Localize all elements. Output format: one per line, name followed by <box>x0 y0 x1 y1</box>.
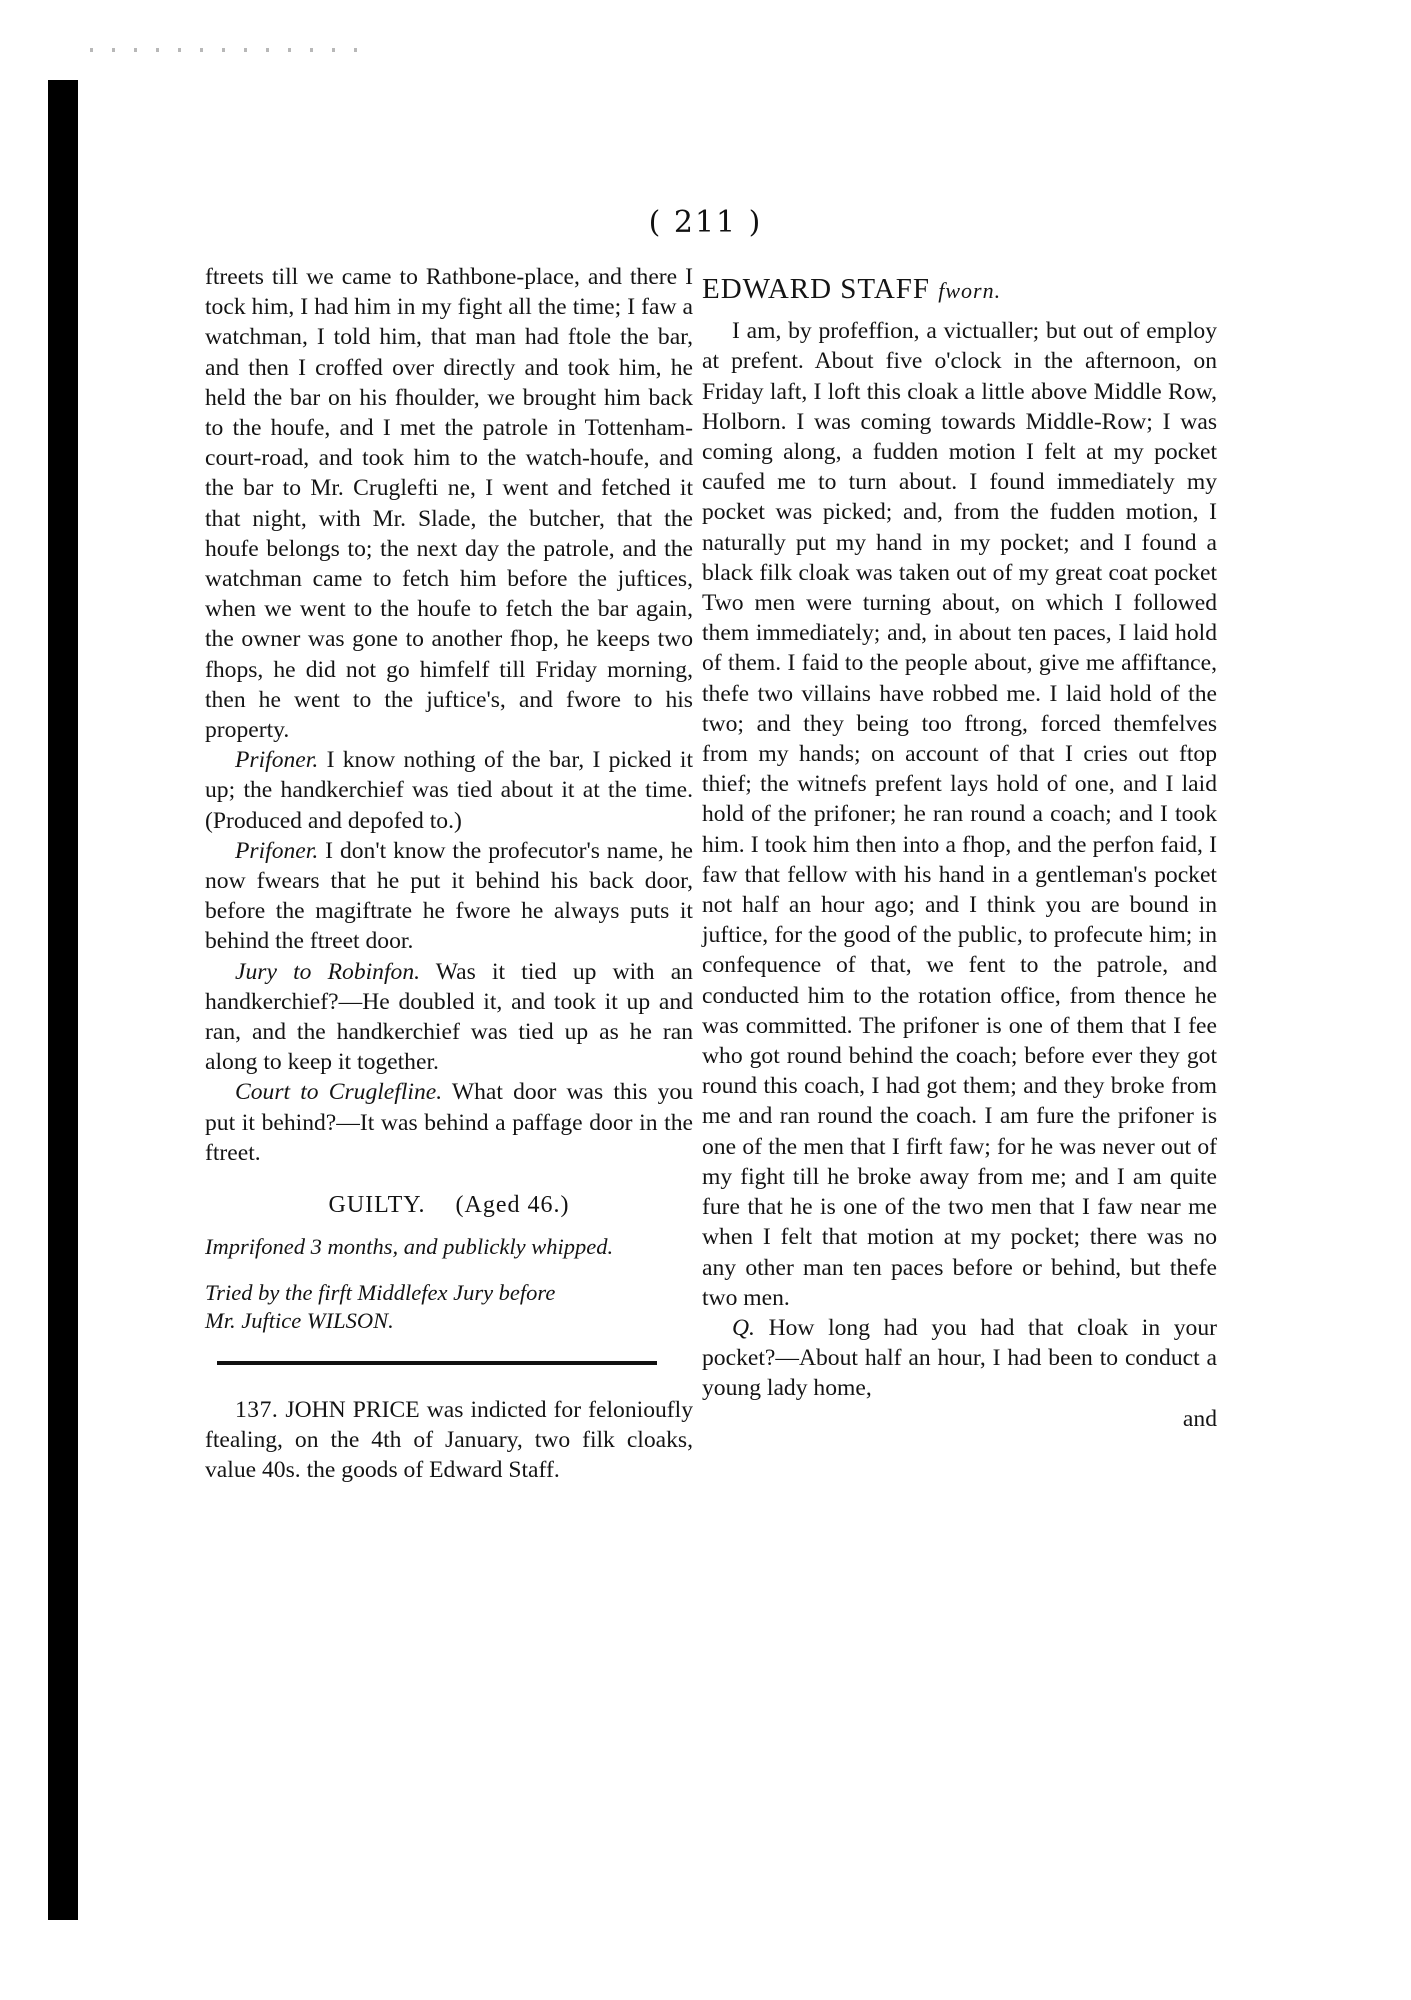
tried-line-2: Mr. Juftice WILSON. <box>205 1307 394 1333</box>
speaker-label: Prifoner. <box>235 837 319 864</box>
right-column <box>702 262 1217 1434</box>
sworn-label: fworn. <box>938 278 1002 303</box>
tried-before <box>205 1279 693 1335</box>
jury-question <box>205 957 693 1078</box>
verdict-line <box>205 1190 693 1220</box>
tried-line-1: Tried by the firft Middlefex Jury before <box>205 1279 556 1305</box>
prisoner-statement-2 <box>205 836 693 957</box>
prisoner-age: (Aged 46.) <box>455 1192 570 1219</box>
case-number: 137. <box>235 1396 279 1423</box>
witness-name: EDWARD STAFF <box>702 273 931 305</box>
sentence: Imprifoned 3 months, and publickly whipped. <box>205 1234 614 1260</box>
scan-speckle <box>90 48 360 52</box>
speaker-label: Jury to Robinfon. <box>235 958 421 985</box>
statement-text: I know nothing of the bar, I picked it up; the handkerchief was tied about it at the time. (Produced and depofed to.) <box>205 747 694 834</box>
statement-text: Was it tied up with an handkerchief?—He doubled it, and took it up and ran, and the handkerchief was tied up as he ran along to keep it together. <box>205 958 693 1076</box>
speaker-label: Prifoner. <box>235 747 319 774</box>
speaker-label: Court to Cruglefline. <box>235 1079 443 1106</box>
verdict: GUILTY. <box>328 1192 426 1219</box>
statement-text: I don't know the profecutor's name, he now fwears that he put it behind his back door, before the magiftrate he fwore he always puts it behind the ftreet door. <box>205 837 693 955</box>
prisoner-statement-1 <box>205 745 693 836</box>
case-indictment <box>205 1395 693 1486</box>
scan-binding-shadow <box>48 80 78 1920</box>
left-column <box>205 262 693 1485</box>
court-question <box>205 1077 693 1168</box>
speaker-label: Q. <box>732 1314 755 1341</box>
question-answer <box>702 1313 1217 1404</box>
statement-text: What door was this you put it behind?—It was behind a paffage door in the ftreet. <box>205 1079 693 1166</box>
statement-text: How long had you had that cloak in your pocket?—About half an hour, I had been to conduct a young lady home, <box>702 1314 1217 1402</box>
page-number: ( 211 ) <box>648 205 763 240</box>
case-text: JOHN PRICE was indicted for felonioufly ftealing, on the 4th of January, two filk cloaks, value 40s. the goods of Edward Staff. <box>205 1396 693 1483</box>
witness-testimony: I am, by profeffion, a victualler; but out of employ at prefent. About five o'clock in the afternoon, on Friday laft, I loft this cloak a little above Middle Row, Holborn. I was coming towards Middle-Row; I was coming along, a fudden motion I felt at my pocket caufed me to turn about. I found immediately my pocket was picked; and, from the fudden motion, I naturally put my hand in my pocket; and I found a black filk cloak was taken out of my great coat pocket Two men were turning about, on which I followed them immediately; and, in about ten paces, I laid hold of them. I faid to the people about, give me affiftance, thefe two villains have robbed me. I laid hold of the two; and they being too ftrong, forced themfelves from my hands; on account of that I cries out ftop thief; the witnefs prefent lays hold of one, and I laid hold of the prifoner; he ran round a coach; and I took him. I took him then into a fhop, and the perfon faid, I faw that fellow with his hand in a gentleman's pocket not half an hour ago; and I think you are bound in juftice, for the good of the public, to profecute him; in confequence of that, we fent to the patrole, and conducted him to the rotation office, from thence he was committed. The prifoner is one of them that I fee who got round behind the coach; before ever they got round this coach, I had got them; and they broke from me and ran round the coach. I am fure the prifoner is one of the men that I firft faw; for he was never out of my fight till he broke away from me; and I am quite fure that he is one of the two men that I faw near me when I felt that motion at my pocket; there was no any other man ten paces before or behind, but thefe two men. <box>702 318 1217 1311</box>
section-divider <box>217 1361 657 1365</box>
witness-heading <box>702 274 1217 306</box>
left-paragraph-1: ftreets till we came to Rathbone-place, and there I tock him, I had him in my fight all the time; I faw a watchman, I told him, that man had ftole the bar, and then I croffed over directly and took him, he held the bar on his fhoulder, we brought him back to the houfe, and I met the patrole in Tottenham-court-road, and took him to the watch-houfe, and the bar to Mr. Cruglefti ne, I went and fetched it that night, with Mr. Slade, the butcher, that the houfe belongs to; the next day the patrole, and the watchman came to fetch him before the juftices, when we went to the houfe to fetch the bar again, the owner was gone to another fhop, he keeps two fhops, he did not go himfelf till Friday morning, then he went to the juftice's, and fwore to his property. <box>205 264 693 744</box>
catchword: and <box>1182 1405 1217 1432</box>
